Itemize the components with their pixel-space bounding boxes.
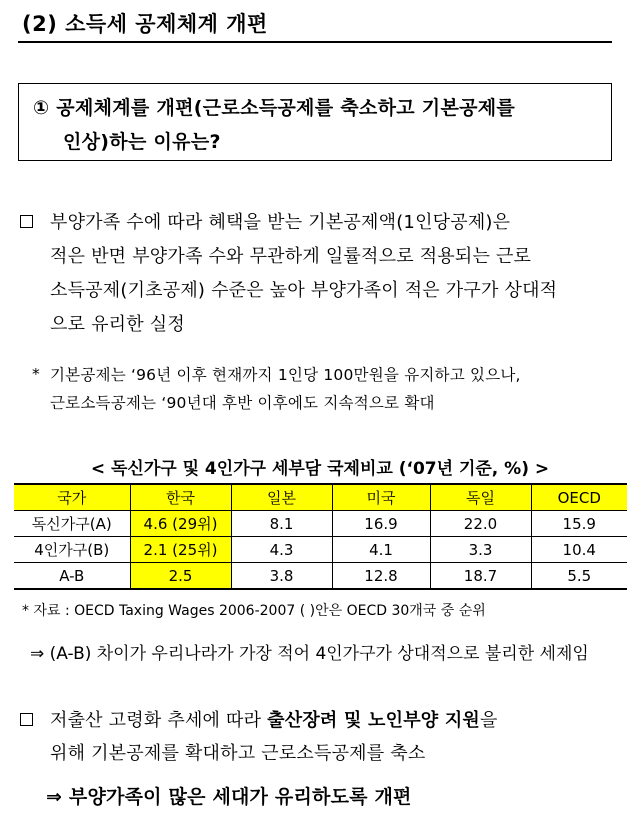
header-country: 국가 (14, 484, 130, 511)
header-oecd: OECD (531, 484, 627, 511)
note-line-1: 기본공제는 ‘96년 이후 현재까지 1인당 100만원을 유지하고 있으나, (50, 366, 521, 384)
section2-line-1-post: 을 (480, 710, 498, 731)
question-line-1: ① 공제체계를 개편(근로소득공제를 축소하고 기본공제를 (33, 97, 516, 119)
question-box (18, 83, 612, 161)
row-label: 독신가구(A) (14, 511, 130, 537)
row-label: A-B (14, 563, 130, 590)
cell-germany: 18.7 (430, 563, 531, 590)
cell-korea: 2.5 (130, 563, 231, 590)
section1-line-1: 부양가족 수에 따라 혜택을 받는 기본공제액(1인당공제)은 (50, 212, 511, 233)
table-row (14, 511, 627, 537)
comparison-table (14, 483, 627, 590)
section1-line-3: 소득공제(기초공제) 수준은 높아 부양가족이 적은 가구가 상대적 (50, 280, 558, 301)
note-asterisk: * (32, 365, 40, 383)
table-title: < 독신가구 및 4인가구 세부담 국제비교 (‘07년 기준, %) > (90, 459, 550, 479)
question-line-2: 인상)하는 이유는? (63, 131, 221, 153)
cell-germany: 3.3 (430, 537, 531, 563)
cell-oecd: 5.5 (531, 563, 627, 590)
section-heading: (2) 소득세 공제체계 개편 (22, 12, 268, 36)
header-germany: 독일 (430, 484, 531, 511)
table-header-row (14, 484, 627, 511)
section2-line-2: 위해 기본공제를 확대하고 근로소득공제를 축소 (50, 743, 426, 764)
section2-line-1-bold: 출산장려 및 노인부양 지원 (267, 710, 481, 731)
section2-line-1 (50, 706, 498, 732)
cell-japan: 8.1 (231, 511, 332, 537)
cell-korea: 2.1 (25위) (130, 537, 231, 563)
cell-usa: 4.1 (332, 537, 430, 563)
cell-korea: 4.6 (29위) (130, 511, 231, 537)
cell-oecd: 10.4 (531, 537, 627, 563)
section1-line-2: 적은 반면 부양가족 수와 무관하게 일률적으로 적용되는 근로 (50, 246, 532, 267)
cell-oecd: 15.9 (531, 511, 627, 537)
table-row (14, 563, 627, 590)
cell-germany: 22.0 (430, 511, 531, 537)
row-label: 4인가구(B) (14, 537, 130, 563)
checkbox-square-icon (20, 713, 33, 726)
header-usa: 미국 (332, 484, 430, 511)
section1-line-4: 으로 유리한 실정 (50, 314, 185, 335)
section2-line-1-pre: 저출산 고령화 추세에 따라 (50, 710, 268, 731)
table-source: * 자료 : OECD Taxing Wages 2006-2007 ( )안은 OECD 30개국 중 순위 (22, 603, 486, 619)
cell-japan: 3.8 (231, 563, 332, 590)
checkbox-square-icon (20, 215, 33, 228)
cell-japan: 4.3 (231, 537, 332, 563)
table-row (14, 537, 627, 563)
header-japan: 일본 (231, 484, 332, 511)
cell-usa: 16.9 (332, 511, 430, 537)
cell-usa: 12.8 (332, 563, 430, 590)
note-line-2: 근로소득공제는 ‘90년대 후반 이후에도 지속적으로 확대 (50, 394, 435, 412)
section2-conclusion: ⇒ 부양가족이 많은 세대가 유리하도록 개편 (46, 786, 412, 808)
header-korea: 한국 (130, 484, 231, 511)
heading-underline (18, 41, 612, 43)
table-conclusion: ⇒ (A-B) 차이가 우리나라가 가장 적어 4인가구가 상대적으로 불리한 세제임 (30, 644, 589, 664)
